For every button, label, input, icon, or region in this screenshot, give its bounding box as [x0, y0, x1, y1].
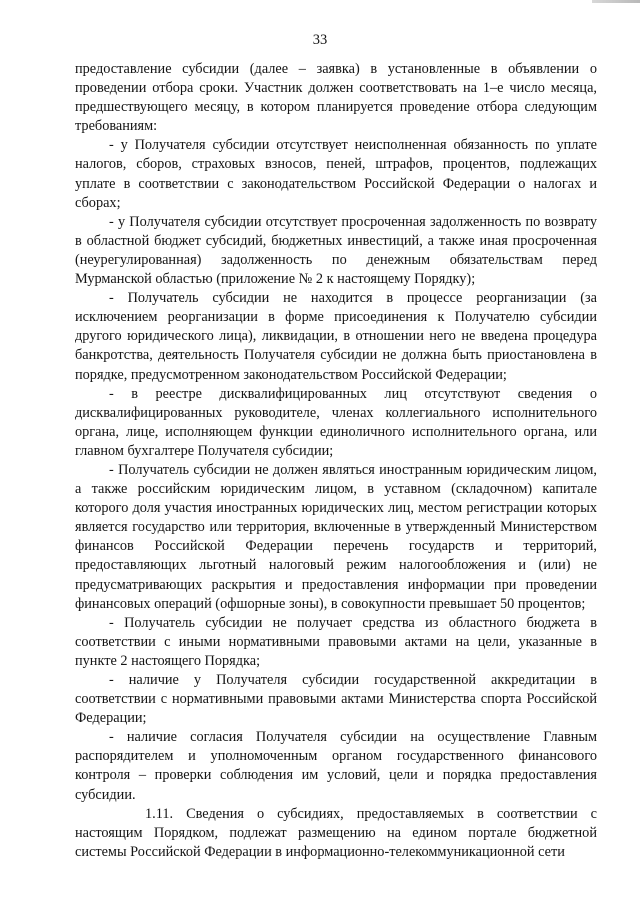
requirement-no-other-budget-funds: - Получатель субсидии не получает средства из областного бюджета в соответствии с иными нормативными правовыми актами на цели, указанные в пункте 2 настоящего Порядка;: [75, 614, 597, 669]
requirement-no-overdue-debt: - у Получателя субсидии отсутствует просроченная задолженность по возврату в областной бюджет субсидий, бюджетных инвестиций, а также иная просроченная (неурегулированная) задолженность по денежным обязательствам перед Мурманской областью (приложение № 2 к настоящему Порядку);: [75, 213, 597, 288]
requirement-state-accreditation: - наличие у Получателя субсидии государственной аккредитации в соответствии с нормативными правовыми актами Министерства спорта Российской Федерации;: [75, 672, 597, 727]
requirement-no-tax-debt: - у Получателя субсидии отсутствует неисполненная обязанность по уплате налогов, сборов, страховых взносов, пеней, штрафов, процентов, подлежащих уплате в соответствии с законодательством Российской Федерации о налогах и сборах;: [75, 137, 597, 211]
requirement-no-reorganization: - Получатель субсидии не находится в процессе реорганизации (за исключением реорганизации в форме присоединения к Получателю субсидии другого юридического лица), ликвидации, в отношении него не введена процедура банкротства, деятельность Получателя субсидии не должна быть приостановлена в порядке, предусмотренном законодательством Российской Федерации;: [75, 290, 597, 383]
paragraph-application-deadline: предоставление субсидии (далее – заявка) в установленные в объявлении о проведении отбора сроки. Участник должен соответствовать на 1–е число месяца, предшествующего месяцу, в котором планируется проведение отбора следующим требованиям:: [75, 61, 597, 135]
page-number: 33: [312, 32, 328, 48]
clause-1-11-publication: 1.11. Сведения о субсидиях, предоставляемых в соответствии с настоящим Порядком, подлежат размещению на едином портале бюджетной системы Российской Федерации в информационно-телекоммуникационной сети: [75, 805, 597, 860]
document-body: [75, 60, 597, 862]
requirement-not-foreign-entity: - Получатель субсидии не должен являться иностранным юридическим лицом, а также российским юридическим лицом, в уставном (складочном) капитале которого доля участия иностранных юридических лиц, местом регистрации которых является государство или территория, включенные в утвержденный Министерством финансов Российской Федерации перечень государств и территорий, предоставляющих льготный налоговый режим налогообложения и (или) не предусматривающих раскрытия и предоставления информации при проведении финансовых операций (офшорные зоны), в совокупности превышает 50 процентов;: [75, 461, 597, 612]
scan-artifact: [592, 0, 640, 3]
requirement-consent-to-audit: - наличие согласия Получателя субсидии на осуществление Главным распорядителем и уполномоченным органом государственного финансового контроля – проверки соблюдения им условий, цели и порядка предоставления субсидии.: [75, 729, 597, 803]
requirement-no-disqualified-persons: - в реестре дисквалифицированных лиц отсутствуют сведения о дисквалифицированных руководителе, членах коллегиального исполнительного органа, лице, исполняющем функции единоличного исполнительного органа, или главном бухгалтере Получателя субсидии;: [75, 385, 597, 459]
